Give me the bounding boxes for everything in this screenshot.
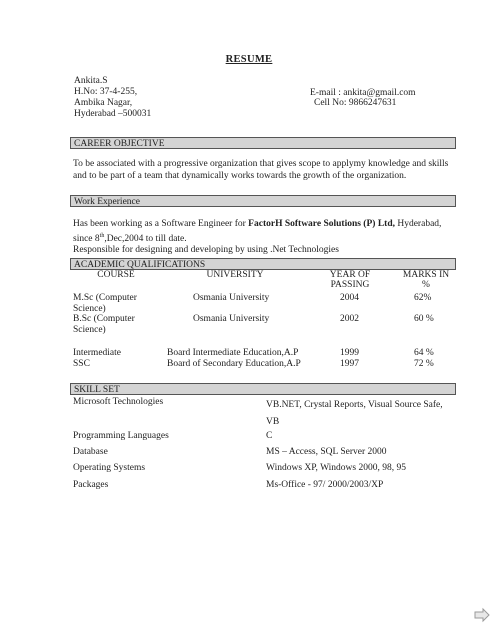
company-name: FactorH Software Solutions (P) Ltd, — [248, 219, 395, 229]
section-heading-text: CAREER OBJECTIVE — [74, 139, 165, 149]
skill-label: Operating Systems — [73, 463, 146, 473]
table-row-university: Board of Secondary Education,A.P — [167, 359, 301, 369]
table-row-year: 1999 — [340, 348, 359, 358]
header-year: YEAR OF PASSING — [329, 270, 371, 290]
table-row-university: Osmania University — [193, 293, 270, 303]
header-marks: MARKS IN % — [402, 270, 450, 290]
work-line-1: Has been working as a Software Engineer for FactorH Software Solutions (P) Ltd, Hyderabad, — [73, 219, 442, 229]
table-row-year: 1997 — [340, 359, 359, 369]
table-row-year: 2002 — [340, 314, 359, 324]
phone-text: Cell No: 9866247631 — [314, 98, 397, 108]
table-row-year: 2004 — [340, 293, 359, 303]
table-row-university: Osmania University — [193, 314, 270, 324]
section-header-academic — [70, 258, 456, 270]
section-header-skill-set — [70, 383, 456, 395]
table-row-marks: 72 % — [414, 359, 434, 369]
work-experience-text — [73, 219, 458, 257]
table-row-course: M.Sc (Computer Science) — [73, 293, 137, 314]
table-row-course: Intermediate — [73, 348, 122, 358]
skill-label: Microsoft Technologies — [73, 397, 164, 407]
resume-title: RESUME — [225, 54, 273, 65]
email-text: E-mail : ankita@gmail.com — [310, 88, 416, 98]
skill-label: Programming Languages — [73, 431, 169, 441]
section-heading-text: SKILL SET — [74, 385, 120, 395]
skill-value: Windows XP, Windows 2000, 98, 95 — [266, 463, 406, 473]
section-header-work-experience — [70, 195, 456, 207]
work-line-3: Responsible for designing and developing by using .Net Technologies — [73, 245, 339, 256]
address-line-1: H.No: 37-4-255, — [74, 87, 138, 97]
section-header-career-objective — [70, 137, 456, 149]
skill-value: VB.NET, Crystal Reports, Visual Source Safe, VB — [266, 400, 443, 427]
address-line-2: Ambika Nagar, — [74, 98, 133, 108]
career-objective-text: To be associated with a progressive organization that gives scope to applymy knowledge and skills and to be part of a team that dynamically works towards the growth of the organization. — [73, 159, 449, 181]
table-row-marks: 60 % — [414, 314, 434, 324]
table-row-course: B.Sc (Computer Science) — [73, 314, 135, 335]
section-heading-text: ACADEMIC QUALIFICATIONS — [74, 260, 206, 270]
table-row-marks: 64 % — [414, 348, 434, 358]
table-row-university: Board Intermediate Education,A.P — [167, 348, 299, 358]
skill-value: C — [266, 431, 273, 441]
header-course: COURSE — [97, 270, 135, 280]
next-page-arrow-icon[interactable] — [474, 607, 490, 623]
skill-value: Ms-Office - 97/ 2000/2003/XP — [266, 480, 384, 490]
section-heading-text: Work Experience — [74, 197, 140, 207]
table-row-course: SSC — [73, 359, 90, 369]
skill-value: MS – Access, SQL Server 2000 — [266, 447, 387, 457]
candidate-name: Ankita.S — [74, 76, 108, 86]
skill-label: Packages — [73, 480, 109, 490]
work-line-2: since 8th,Dec,2004 to till date. — [73, 232, 187, 244]
header-university: UNIVERSITY — [206, 270, 264, 280]
table-row-marks: 62% — [414, 293, 432, 303]
skill-label: Database — [73, 447, 108, 457]
address-line-3: Hyderabad –500031 — [74, 109, 152, 119]
